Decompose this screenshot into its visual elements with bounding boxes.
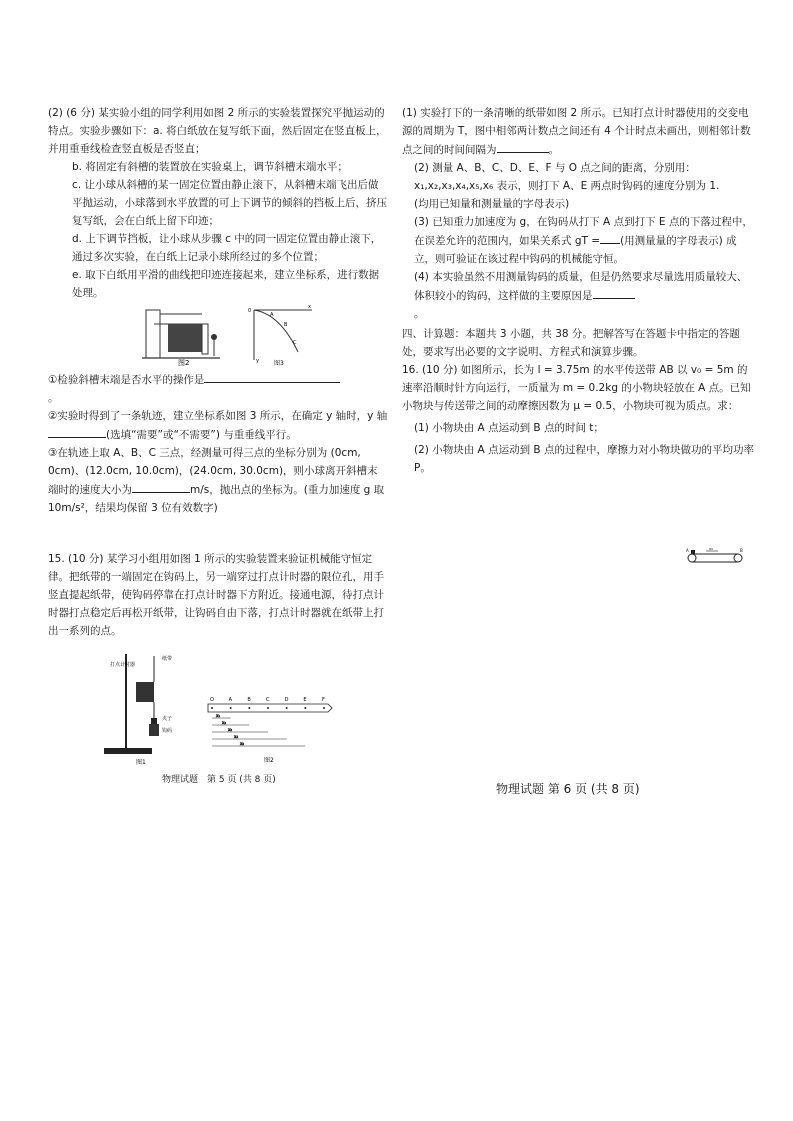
question-15-text: 15. (10 分) 某学习小组用如图 1 所示的实验装置来验证机械能守恒定律。把纸带的一端固定在钩码上，另一端穿过打点计时器的限位孔，用手竖直提起纸带，使钩码停靠在打点计时器下方附近。接通电源，待打点计时器打点稳定后再松开纸带，让钩码自由下落，打点计时器就在纸带上打出一系列的点。	[48, 553, 384, 637]
question-1-check-horizontal	[48, 370, 388, 407]
q3-text-b: m/s，抛出点的坐标为	[190, 484, 294, 496]
tape-point-C	[267, 707, 269, 709]
figure-3-origin-label: 0	[248, 308, 252, 314]
question-14-2-intro: (2) (6 分) 某实验小组的同学利用如图 2 所示的实验装置探究平抛运动的特点。实验步骤如下：a. 将白纸放在复写纸下面，然后固定在竖直板上，并用重垂线检查竖直板是否竖直；	[48, 107, 387, 155]
right-column	[402, 104, 754, 477]
r3-text-b: (用测量量的字母表示) 成立，则可验证在该过程中钩码的机械能守恒。	[414, 235, 737, 265]
question-15	[48, 550, 388, 640]
label-weight: 钩码	[162, 728, 173, 734]
question-15-part-4	[402, 268, 754, 323]
figure-conveyor-belt	[686, 548, 746, 568]
tape-point-F	[323, 707, 325, 709]
tape-point-E	[304, 707, 306, 709]
tape-point-O	[211, 707, 213, 709]
tape-distance-label: x₁	[216, 713, 220, 718]
figure-2-paper-tape	[206, 694, 336, 764]
figure-3-point-c: C	[293, 340, 297, 346]
tape-point-label: C	[266, 697, 270, 703]
q3-text-a: ③在轨迹上取 A、B、C 三点，经测量可得三点的坐标分别为 (0cm, 0cm)、(12.0cm, 10.0cm)，(24.0cm, 30.0cm)，则小球离开斜槽末端时的速度大小为	[48, 447, 378, 496]
belt-point-a: A	[686, 548, 689, 553]
left-column	[48, 104, 388, 517]
label-clip: 夹子	[162, 716, 173, 722]
answer-blank-r4[interactable]	[593, 286, 635, 299]
question-16-part-1: (1) 小物块由 A 点运动到 B 点的时间 t；	[414, 422, 604, 434]
label-tape: 纸带	[162, 656, 173, 662]
r2-text-c: (均用已知量和测量量的字母表示)	[414, 198, 570, 210]
step-e: e. 取下白纸用平滑的曲线把印迹连接起来，建立坐标系，进行数据处理。	[72, 269, 380, 299]
label-timer: 打点计时器	[110, 662, 136, 668]
question-2-y-axis	[48, 407, 388, 444]
tape-distance-label: x₄	[234, 734, 238, 739]
question-16-part-2: (2) 小物块由 A 点运动到 B 点的过程中，摩擦力对小物块做功的平均功率 P。	[414, 444, 754, 474]
tape-point-D	[286, 707, 288, 709]
question-15-part-2	[402, 159, 754, 213]
tape-point-label: E	[303, 697, 307, 703]
answer-blank-q1[interactable]	[204, 370, 340, 383]
tape-distance-label: x₃	[228, 727, 232, 732]
figure-3-point-a: A	[270, 312, 274, 318]
figure-3-caption: 图3	[274, 360, 284, 366]
question-15-part-1	[402, 104, 754, 159]
tape-point-label: D	[284, 697, 289, 703]
q2-text-b: (选填“需要”或“不需要”) 与重垂线平行。	[106, 429, 297, 441]
step-d: d. 上下调节挡板，让小球从步骤 c 中的同一固定位置由静止滚下，通过多次实验，在白纸上记录小球所经过的多个位置；	[72, 233, 382, 263]
step-b: b. 将固定有斜槽的装置放在实验桌上，调节斜槽末端水平；	[72, 161, 348, 173]
question-15-part-3	[402, 213, 754, 268]
tape-figure-caption: 图2	[264, 757, 274, 764]
footer-page-5: 物理试题 第 5 页 (共 8 页)	[162, 775, 276, 785]
figure-3-trajectory	[246, 304, 316, 366]
answer-blank-r3[interactable]	[600, 231, 620, 244]
section-4-heading: 四、计算题：本题共 3 小题，共 38 分。把解答写在答题卡中指定的答题处，要求写出必要的文字说明、方程式和演算步骤。	[402, 328, 740, 358]
belt-velocity-label: v₀	[709, 548, 713, 551]
tape-point-B	[248, 707, 250, 709]
r2-text-a: (2) 测量 A、B、C、D、E、F 与 O 点之间的距离，分别用：	[414, 162, 696, 174]
figure-1-free-fall-apparatus	[96, 648, 188, 766]
tape-point-label: A	[228, 697, 233, 703]
tape-point-label: F	[322, 697, 325, 703]
tape-distance-label: x₂	[222, 720, 226, 725]
q3-text-c: 。(重力加速度 g 取 10m/s²，结果均保留 3 位有效数字)	[48, 484, 385, 514]
answer-blank-r1[interactable]	[497, 140, 549, 153]
tape-point-label: B	[247, 697, 251, 703]
footer-page-6: 物理试题 第 6 页 (共 8 页)	[496, 782, 640, 796]
figure-3-point-b: B	[284, 322, 288, 328]
r4-end: 。	[414, 308, 425, 320]
step-c: c. 让小球从斜槽的某一固定位置由静止滚下，从斜槽末端飞出后做平抛运动，小球落到水平放置的可上下调节的倾斜的挡板上后，挤压复写纸，会在白纸上留下印迹；	[72, 179, 387, 227]
tape-point-A	[230, 707, 232, 709]
figure-3-y-label: y	[256, 358, 259, 364]
answer-blank-q3-velocity[interactable]	[132, 480, 190, 493]
answer-blank-q2[interactable]	[48, 425, 106, 438]
q1-text: ①检验斜槽末端是否水平的操作是	[48, 374, 205, 386]
tape-distance-label: x₅	[240, 741, 244, 746]
r3-text-a: (3) 已知重力加速度为 g，在钩码从打下 A 点到打下 E 点的下落过程中，在误差允许的范围内，如果关系式 gT =	[414, 216, 753, 247]
tape-point-label: O	[210, 697, 214, 703]
r4-text: (4) 本实验虽然不用测量钩码的质量，但是仍然要求尽量选用质量较大、体积较小的钩码，这样做的主要原因是	[414, 271, 748, 302]
r1-end: 。	[548, 144, 559, 156]
q2-text-a: ②实验时得到了一条轨迹，建立坐标系如图 3 所示，在确定 y 轴时，y 轴	[48, 410, 388, 422]
figure-2-caption: 图2	[178, 359, 190, 366]
belt-point-b: B	[740, 548, 743, 553]
question-3-velocity	[48, 444, 388, 517]
question-16: 16. (10 分) 如图所示，长为 l = 3.75m 的水平传送带 AB 以 v₀ = 5m 的速率沿顺时针方向运行，一质量为 m = 0.2kg 的小物块轻放在 A 点。已知小物块与传送带之间的动摩擦因数为 μ = 0.5，小物块可视为质点。求：	[402, 364, 751, 412]
q1-end: 。	[48, 392, 59, 404]
figure-2-projectile-apparatus	[140, 304, 230, 366]
figure-row-apparatus	[48, 304, 388, 368]
r2-text-b: x₁,x₂,x₃,x₄,x₅,x₆ 表示，则打下 A、E 两点时钩码的速度分别为 1.	[414, 180, 720, 192]
r1-text: (1) 实验打下的一条清晰的纸带如图 2 所示。已知打点计时器使用的交变电源的周期为 T，图中相邻两计数点之间还有 4 个计时点未画出，则相邻计数点之间的时间间隔为	[402, 107, 751, 156]
figure-1-caption: 图1	[136, 759, 146, 766]
figure-3-x-label: x	[308, 304, 311, 310]
